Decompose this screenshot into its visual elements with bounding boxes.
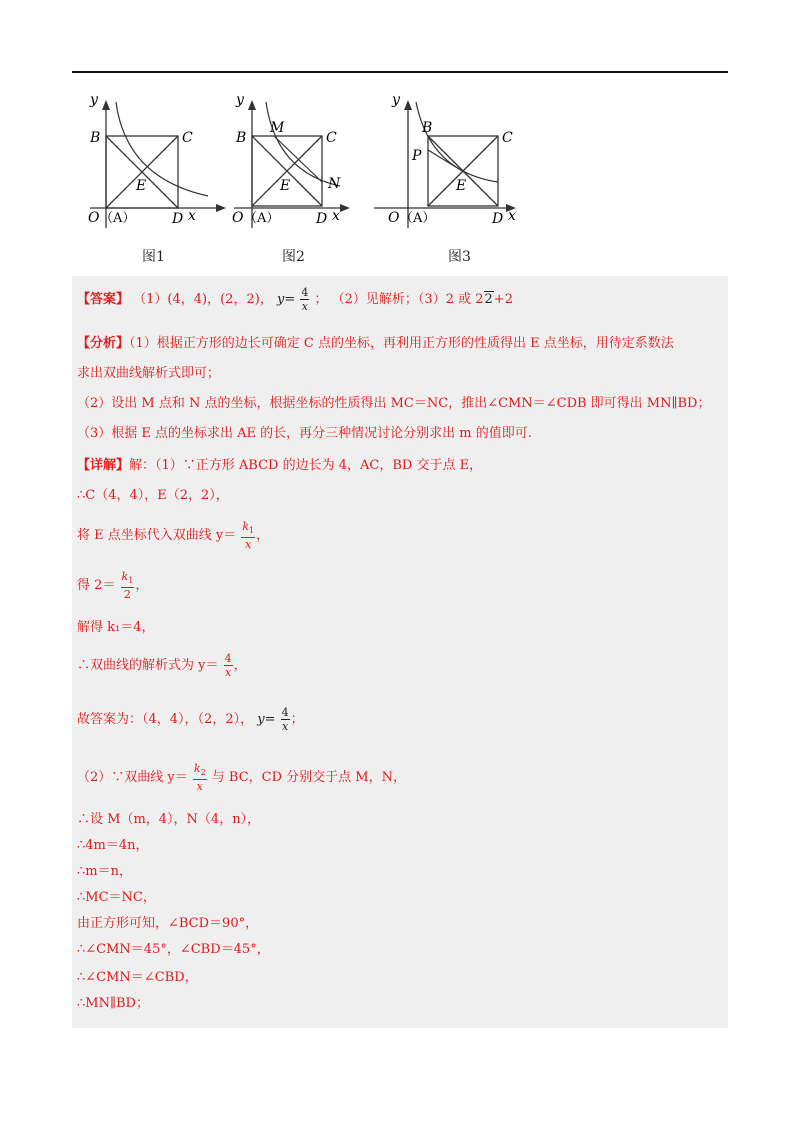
fig1-label-d: D: [172, 211, 184, 227]
detail-line-14: ∴∠CMN＝45°，∠CBD＝45°，: [77, 942, 270, 957]
answer-eq: =: [284, 292, 296, 307]
detail-line-6: [77, 652, 247, 679]
figure-3: [370, 88, 530, 265]
fig1-label-b: B: [90, 130, 101, 146]
answer-y: y: [276, 292, 285, 307]
figure-3-caption: 图3: [448, 249, 471, 265]
detail-k1-sub: 1: [249, 526, 255, 536]
fig2-label-m: M: [270, 120, 285, 136]
detail-text-1: 解：（1）∵正方形 ABCD 的边长为 4，AC，BD 交于点 E，: [129, 458, 483, 473]
fig2-label-b: B: [236, 130, 247, 146]
analysis-line-2: 求出双曲线解析式即可；: [77, 366, 221, 381]
detail-fraction-k1-2: [121, 570, 135, 601]
detail-line-3: [77, 520, 269, 551]
solution-panel: [72, 276, 728, 1028]
answer-tag: 【答案】: [77, 292, 130, 307]
fig1-label-o: O: [88, 210, 100, 226]
fig3-label-y: y: [392, 92, 400, 108]
detail-semicolon-7: ；: [290, 712, 304, 727]
fig3-label-x: x: [508, 208, 516, 224]
fig3-label-e: E: [456, 178, 467, 194]
fig2-label-y: y: [236, 92, 244, 108]
detail-y-7: y: [257, 712, 265, 727]
fig2-label-e: E: [280, 178, 291, 194]
fig3-label-p: P: [412, 148, 422, 164]
detail-line-5: 解得 k₁＝4，: [77, 620, 155, 635]
detail-k1-sub-b: 1: [128, 576, 134, 586]
detail-line-1: [77, 454, 482, 473]
detail-line-7: [77, 706, 304, 733]
detail-num-4: 4: [224, 652, 232, 665]
detail-comma-3: ，: [256, 528, 270, 544]
answer-part1: （1）(4，4)，(2，2)，: [133, 292, 273, 307]
figure-1: [80, 88, 230, 265]
detail-line-9: ∴设 M（m，4），N（4，n），: [77, 812, 261, 827]
detail-den-2: 2: [123, 588, 131, 602]
answer-frac-num: 4: [301, 286, 309, 299]
detail-text-6: ∴双曲线的解析式为 y＝: [77, 658, 219, 673]
detail-text-8b: 与 BC，CD 分别交于点 M，N，: [211, 770, 406, 786]
detail-tag: 【详解】: [77, 458, 130, 473]
detail-text-4: 得 2＝: [77, 578, 116, 594]
fig2-label-d: D: [316, 211, 328, 227]
answer-sqrt: 2: [484, 292, 493, 307]
fig3-label-b: B: [422, 120, 433, 136]
answer-semicolon: ；: [314, 292, 328, 307]
fig1-label-c: C: [182, 130, 193, 146]
fig2-label-x: x: [332, 208, 340, 224]
fig1-label-x: x: [188, 208, 196, 224]
detail-eq-7: =: [264, 712, 276, 727]
figure-1-diagram: [80, 88, 230, 238]
analysis-line-3: （2）设出 M 点和 N 点的坐标，根据坐标的性质得出 MC＝NC，推出∠CMN＝∠CDB 即可得出 MN∥BD；: [77, 396, 711, 411]
fig1-label-a: （A）: [100, 211, 136, 226]
detail-line-15: ∴∠CMN＝∠CBD，: [77, 970, 198, 985]
detail-fraction-7: [281, 706, 290, 733]
figures-row: [72, 88, 728, 268]
analysis-tag: 【分析】: [77, 336, 130, 351]
detail-line-16: ∴MN∥BD；: [77, 996, 149, 1011]
top-rule: [72, 71, 728, 73]
fig1-label-e: E: [136, 178, 147, 194]
fig3-label-c: C: [502, 130, 513, 146]
fig3-label-o: O: [388, 210, 400, 226]
answer-plus2: +2: [493, 292, 513, 307]
detail-den-x-b: x: [282, 720, 289, 733]
detail-fraction-4-x: [224, 652, 233, 679]
detail-den-x: x: [225, 666, 232, 679]
figure-1-caption: 图1: [142, 249, 165, 265]
detail-line-2: ∴C（4，4），E（2，2），: [77, 488, 229, 503]
detail-line-13: 由正方形可知，∠BCD＝90°，: [77, 916, 259, 931]
fig2-label-a: （A）: [244, 211, 280, 226]
answer-fraction: [300, 286, 309, 313]
detail-text-8a: （2）∵双曲线 y＝: [77, 770, 188, 786]
detail-fraction-k2-x: [193, 762, 207, 793]
answer-line: [77, 286, 513, 313]
figure-2: [220, 88, 370, 265]
detail-k2-den: x: [196, 780, 203, 794]
detail-text-7: 故答案为：（4，4），（2，2），: [77, 712, 254, 727]
figure-3-diagram: [370, 88, 530, 238]
fig2-label-o: O: [232, 210, 244, 226]
detail-k1-den: x: [245, 538, 252, 552]
fig2-label-c: C: [326, 130, 337, 146]
detail-line-11: ∴m＝n，: [77, 864, 132, 879]
detail-k1: k: [242, 520, 250, 533]
detail-line-8: [77, 762, 406, 793]
detail-comma-6: ，: [233, 658, 247, 673]
answer-frac-den: x: [301, 300, 308, 313]
detail-k2-sub: 2: [200, 768, 206, 778]
fig3-label-a: （A）: [400, 211, 436, 226]
detail-num-4-b: 4: [281, 706, 289, 719]
figure-2-caption: 图2: [282, 249, 305, 265]
fig2-label-n: N: [328, 176, 341, 192]
figure-2-diagram: [220, 88, 370, 238]
detail-k2: k: [193, 762, 201, 775]
detail-comma-4: ，: [135, 578, 149, 594]
detail-text-3: 将 E 点坐标代入双曲线 y＝: [77, 528, 237, 544]
detail-line-10: ∴4m＝4n，: [77, 838, 149, 853]
detail-k1-b: k: [121, 570, 129, 583]
detail-fraction-k1-x: [241, 520, 255, 551]
analysis-line-4: （3）根据 E 点的坐标求出 AE 的长，再分三种情况讨论分别求出 m 的值即可.: [77, 426, 532, 441]
analysis-line-1: [77, 332, 674, 351]
fig3-label-d: D: [492, 211, 504, 227]
detail-line-12: ∴MC＝NC，: [77, 890, 156, 905]
analysis-text-1: （1）根据正方形的边长可确定 C 点的坐标，再利用正方形的性质得出 E 点坐标，用待定系数法: [129, 336, 674, 351]
detail-line-4: [77, 570, 148, 601]
answer-part2: （2）见解析；（3）2 或 2: [331, 292, 484, 307]
fig1-label-y: y: [90, 92, 98, 108]
